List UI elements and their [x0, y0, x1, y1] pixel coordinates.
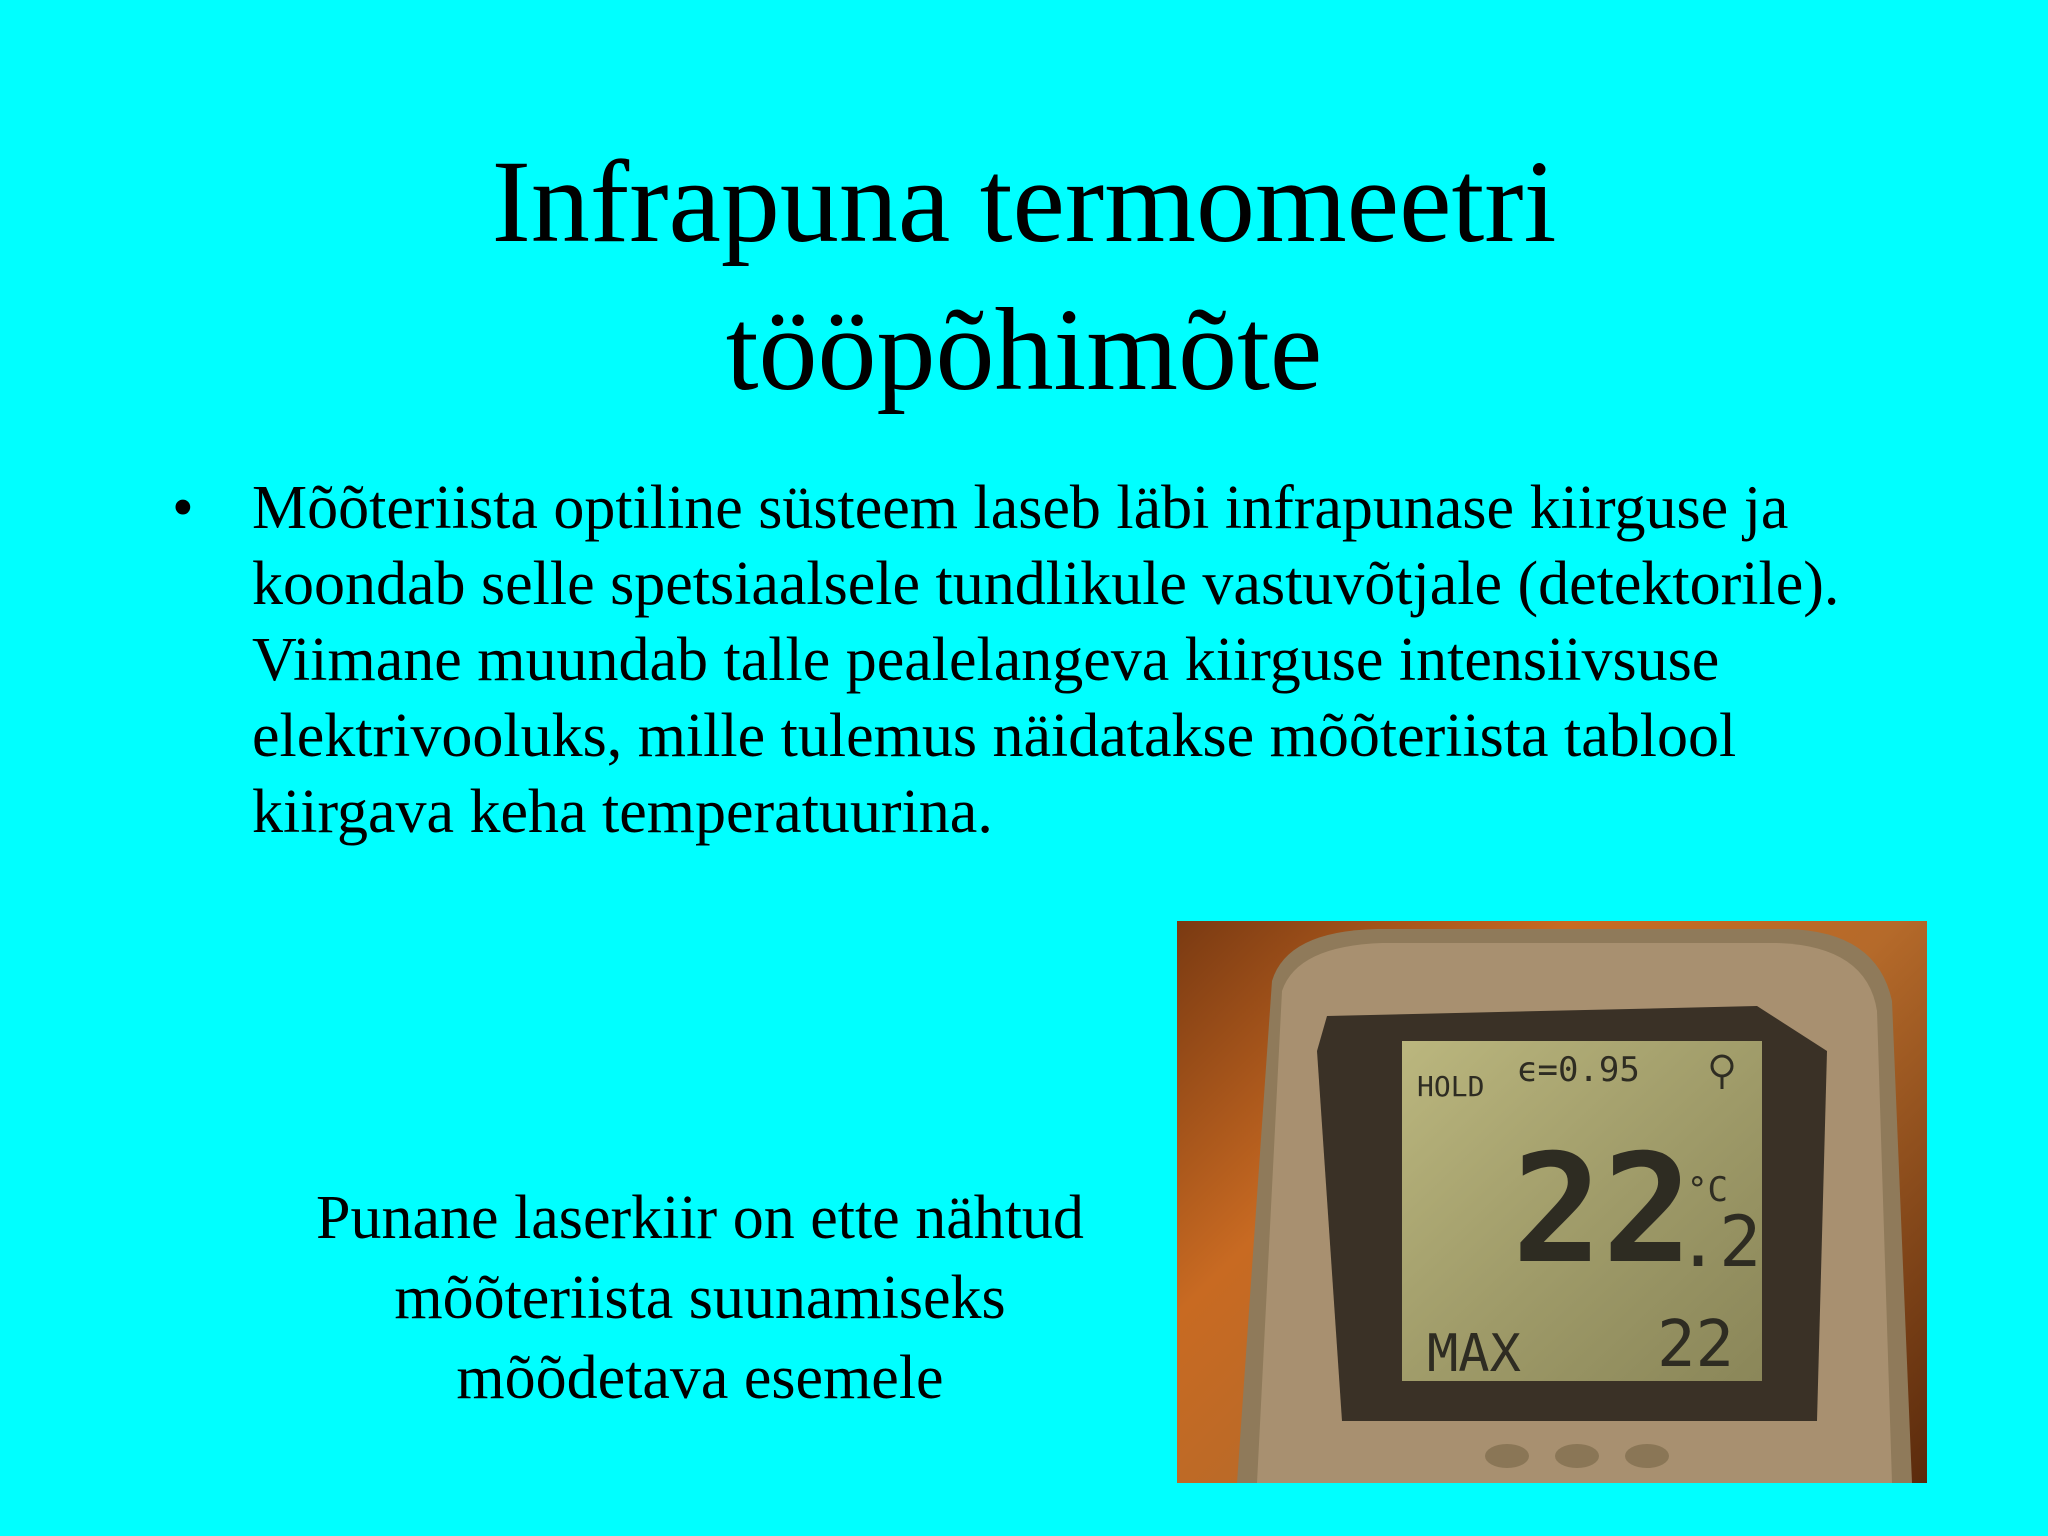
- device-button: [1555, 1444, 1599, 1468]
- thermometer-photo: [1177, 921, 1927, 1483]
- hold-label: HOLD: [1417, 1070, 1485, 1103]
- caption-line-1: Punane laserkiir on ette nähtud: [316, 1184, 1084, 1252]
- temperature-decimal: .2: [1677, 1201, 1762, 1283]
- thermometer-illustration: [1177, 921, 1927, 1483]
- caption-line-2: mõõteriista suunamiseks: [394, 1264, 1006, 1332]
- slide-title: [0, 128, 2048, 424]
- device-button: [1485, 1444, 1529, 1468]
- unit-label: °C: [1687, 1170, 1728, 1210]
- title-line-1: Infrapuna termomeetri: [491, 136, 1557, 267]
- bullet-text: Mõõteriista optiline süsteem laseb läbi infrapunase kiirguse ja koondab selle spetsiaalsele tundlikule vastuvõtjale (detektorile). Viimane muundab talle pealelangeva kiirguse intensiivsuse elektrivooluks, mille tulemus näidatakse mõõteriista tablool kiirgava keha temperatuurina.: [252, 474, 1840, 846]
- max-label: MAX: [1427, 1324, 1521, 1384]
- caption-line-3: mõõdetava esemele: [456, 1344, 944, 1412]
- caption: [220, 1178, 1180, 1418]
- bullet-icon: •: [172, 474, 194, 542]
- max-value: 22: [1657, 1308, 1735, 1382]
- temperature-main: 22: [1512, 1123, 1693, 1297]
- device-button: [1625, 1444, 1669, 1468]
- emissivity-value: ϵ=0.95: [1517, 1050, 1640, 1090]
- title-line-2: tööpõhimõte: [725, 284, 1323, 415]
